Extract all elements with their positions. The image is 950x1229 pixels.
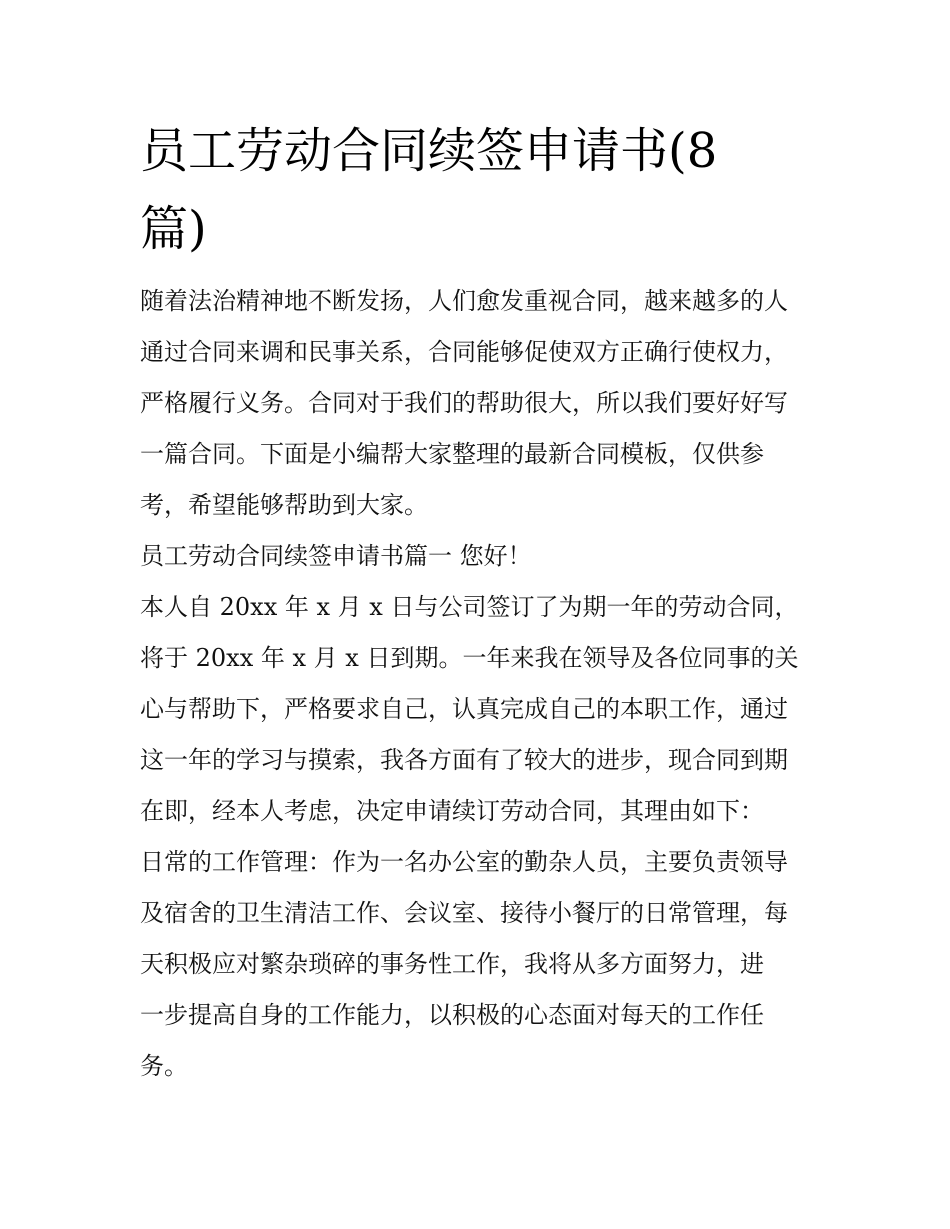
- document-title: [140, 112, 780, 268]
- body-line: 这一年的学习与摸索，我各方面有了较大的进步，现合同到期: [140, 746, 788, 774]
- body-line: 务。: [140, 1052, 188, 1080]
- title-line-1: 员工劳动合同续签申请书(8: [140, 123, 718, 179]
- body-line: 一篇合同。下面是小编帮大家整理的最新合同模板，仅供参: [140, 440, 764, 468]
- title-line-2: 篇): [140, 201, 207, 257]
- body-line: 及宿舍的卫生清洁工作、会议室、接待小餐厅的日常管理，每: [140, 899, 788, 927]
- body-line: 通过合同来调和民事关系，合同能够促使双方正确行使权力，: [140, 338, 788, 366]
- body-line: 天积极应对繁杂琐碎的事务性工作，我将从多方面努力，进: [140, 950, 764, 978]
- body-line: 本人自 20xx 年 x 月 x 日与公司签订了为期一年的劳动合同，: [140, 593, 799, 621]
- body-line: 考，希望能够帮助到大家。: [140, 491, 428, 519]
- document-body: [140, 276, 820, 1092]
- section-heading: 员工劳动合同续签申请书篇一 您好！: [140, 542, 532, 570]
- body-line: 一步提高自身的工作能力，以积极的心态面对每天的工作任: [140, 1001, 764, 1029]
- body-line: 将于 20xx 年 x 月 x 日到期。一年来我在领导及各位同事的关: [140, 644, 799, 672]
- body-line: 日常的工作管理：作为一名办公室的勤杂人员，主要负责领导: [140, 848, 788, 876]
- body-line: 严格履行义务。合同对于我们的帮助很大，所以我们要好好写: [140, 389, 788, 417]
- body-line: 在即，经本人考虑，决定申请续订劳动合同，其理由如下：: [140, 797, 764, 825]
- body-line: 心与帮助下，严格要求自己，认真完成自己的本职工作，通过: [140, 695, 788, 723]
- body-line: 随着法治精神地不断发扬，人们愈发重视合同，越来越多的人: [140, 287, 788, 315]
